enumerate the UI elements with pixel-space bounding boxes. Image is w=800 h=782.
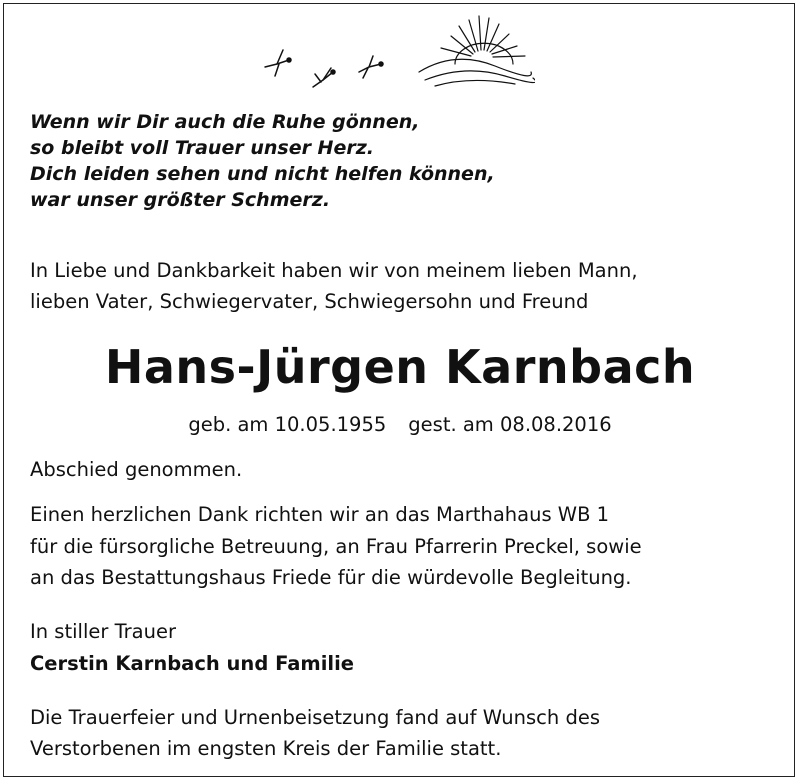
thanks-text (30, 499, 780, 594)
farewell-text: Abschied genommen. (30, 458, 243, 481)
intro-line: lieben Vater, Schwiegervater, Schwiegersohn und Freund (30, 290, 589, 313)
note-line: Die Trauerfeier und Urnenbeisetzung fand auf Wunsch des (30, 706, 600, 729)
poem-line: Wenn wir Dir auch die Ruhe gönnen, (30, 111, 420, 133)
intro-line: In Liebe und Dankbarkeit haben wir von meinem lieben Mann, (30, 259, 638, 282)
death-date: gest. am 08.08.2016 (408, 413, 612, 436)
birds-over-sunset-icon (255, 12, 535, 92)
mourners-family: Cerstin Karnbach und Familie (30, 652, 354, 675)
ceremony-note (30, 702, 780, 764)
poem-verse (30, 109, 590, 213)
thanks-line: Einen herzlichen Dank richten wir an das Marthahaus WB 1 (30, 503, 610, 526)
intro-text (30, 255, 780, 317)
mourners-heading: In stiller Trauer (30, 620, 176, 643)
poem-line: so bleibt voll Trauer unser Herz. (30, 137, 374, 159)
life-dates (0, 410, 800, 440)
note-line: Verstorbenen im engsten Kreis der Familie statt. (30, 737, 502, 760)
thanks-line: an das Bestattungshaus Friede für die würdevolle Begleitung. (30, 566, 632, 589)
mourners-block (30, 616, 354, 680)
poem-line: war unser größter Schmerz. (30, 189, 331, 211)
thanks-line: für die fürsorgliche Betreuung, an Frau Pfarrerin Preckel, sowie (30, 534, 642, 558)
deceased-name: Hans-Jürgen Karnbach (104, 340, 696, 394)
poem-line: Dich leiden sehen und nicht helfen können, (30, 163, 495, 185)
birth-date: geb. am 10.05.1955 (188, 413, 387, 436)
